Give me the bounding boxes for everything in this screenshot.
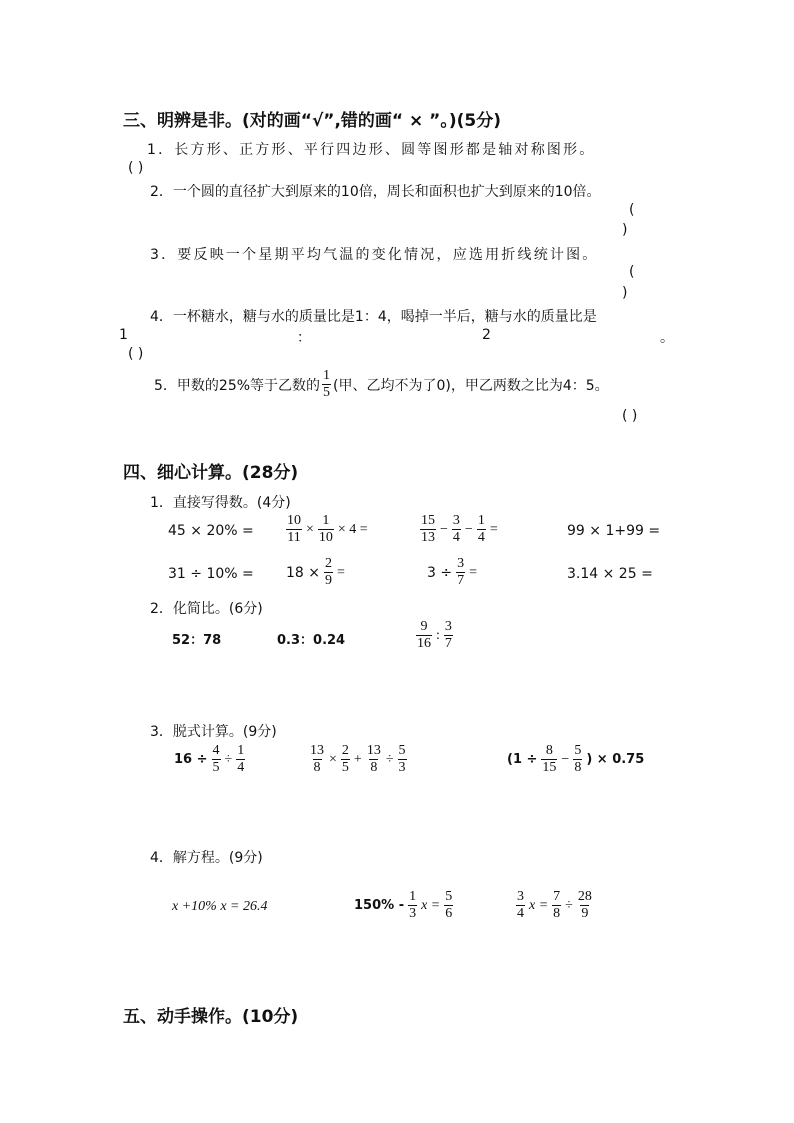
denominator: 15 — [542, 760, 557, 775]
x-equals: x = — [421, 897, 441, 913]
denominator: 5 — [341, 760, 349, 775]
denominator: 3 — [409, 906, 417, 921]
calc-18-times-frac — [284, 556, 347, 589]
denominator: 11 — [287, 530, 301, 545]
fraction — [286, 513, 302, 546]
numerator: 8 — [545, 743, 553, 758]
numerator: 3 — [457, 556, 465, 571]
divide-sign: ÷ — [224, 751, 233, 767]
fraction — [212, 743, 221, 776]
numerator: 5 — [574, 743, 582, 758]
equation-b — [352, 889, 455, 922]
minus-sign: − — [561, 751, 570, 767]
fraction — [577, 889, 593, 922]
fraction — [541, 743, 557, 776]
fraction — [516, 889, 525, 922]
numerator: 4 — [212, 743, 220, 758]
fraction-numerator: 1 — [323, 368, 331, 383]
fraction — [318, 513, 334, 546]
question-3-5-prefix: 5．甲数的25%等于乙数的 — [154, 377, 321, 394]
divide-sign: ÷ — [565, 897, 573, 913]
question-3-5-suffix: (甲、乙均不为了0)，甲乙两数之比为4：5。 — [333, 377, 609, 394]
calc-frac-difference — [418, 513, 500, 546]
section-4-heading: 四、细心计算。(28分) — [123, 463, 299, 483]
minus-sign: − — [440, 521, 448, 537]
equation-a: x +10% x = 26.4 — [172, 899, 268, 914]
answer-paren-open-3-2: ( — [629, 202, 635, 218]
equals-sign: = — [489, 521, 498, 537]
ratio-colon-3-4: ： — [297, 330, 311, 346]
answer-paren-3-1: ( ) — [128, 160, 144, 176]
question-3-2: 2．一个圆的直径扩大到原来的10倍，周长和面积也扩大到原来的10倍。 — [150, 184, 601, 200]
denominator: 8 — [574, 760, 582, 775]
calc-3-div-frac — [425, 556, 479, 589]
denominator: 9 — [325, 573, 332, 588]
denominator: 16 — [417, 636, 431, 651]
equals-sign: = — [469, 564, 477, 580]
divide-sign: ÷ — [385, 751, 394, 767]
calc-frac-product — [284, 513, 370, 546]
denominator: 7 — [457, 573, 465, 588]
numerator: 5 — [445, 889, 453, 904]
question-3-4: 4．一杯糖水，糖与水的质量比是1：4，喝掉一半后，糖与水的质量比是 — [150, 309, 597, 325]
fraction — [444, 889, 453, 922]
calc-45x20pct: 45 × 20% = — [168, 523, 254, 539]
minus-sign: − — [464, 521, 473, 537]
fraction — [408, 889, 417, 922]
x-equals: x = — [529, 897, 549, 913]
fraction — [573, 743, 582, 776]
question-3-3: 3．要反映一个星期平均气温的变化情况，应选用折线统计图。 — [150, 247, 599, 263]
ratio-fractions — [414, 619, 455, 652]
denominator: 4 — [477, 530, 485, 545]
fraction — [456, 556, 465, 589]
denominator: 13 — [421, 530, 435, 545]
fraction — [444, 619, 453, 652]
colon: : — [436, 627, 440, 643]
numerator: 13 — [310, 743, 324, 758]
numerator: 1 — [477, 513, 485, 528]
denominator: 6 — [445, 906, 453, 921]
fraction — [398, 743, 407, 776]
numerator: 3 — [444, 619, 452, 634]
answer-paren-open-3-3: ( — [629, 264, 635, 280]
fraction — [309, 743, 325, 776]
calc-31div10pct: 31 ÷ 10% = — [168, 566, 254, 582]
calc-314x25: 3.14 × 25 = — [567, 566, 653, 582]
times-four-equals: × 4 = — [337, 521, 368, 537]
ratio-52-78: 52：78 — [172, 633, 222, 648]
fraction — [341, 743, 350, 776]
numerator: 28 — [577, 889, 592, 904]
equation-b-prefix: 150% - — [354, 898, 405, 913]
equals-sign: = — [337, 564, 345, 580]
numerator: 2 — [341, 743, 349, 758]
denominator: 9 — [581, 906, 589, 921]
denominator: 8 — [313, 760, 321, 775]
question-3-1: 1．长方形、正方形、平行四边形、圆等图形都是轴对称图形。 — [147, 142, 596, 158]
numerator: 1 — [409, 889, 417, 904]
numerator: 5 — [398, 743, 406, 758]
numerator: 9 — [420, 619, 428, 634]
fraction — [324, 556, 333, 589]
fraction — [452, 513, 461, 546]
subsection-4-1-title: 1．直接写得数。(4分) — [150, 495, 291, 511]
eighteen-times: 18 × — [286, 564, 320, 581]
subsection-4-2-title: 2．化简比。(6分) — [150, 601, 263, 617]
answer-paren-close-3-2: ) — [622, 222, 628, 238]
denominator: 4 — [517, 906, 524, 921]
section-5-heading: 五、动手操作。(10分) — [123, 1007, 299, 1027]
equation-c — [514, 889, 595, 922]
ratio-left-3-4: 1 — [119, 327, 128, 343]
times-sign: × — [329, 751, 337, 767]
question-3-5 — [154, 368, 609, 401]
numerator: 1 — [322, 513, 330, 528]
fraction — [477, 513, 486, 546]
ratio-03-024: 0.3：0.24 — [277, 633, 346, 648]
open-paren-one-divided-by: (1 ÷ — [507, 752, 538, 767]
fraction — [420, 513, 436, 546]
numerator: 7 — [553, 889, 561, 904]
fraction-one-fifth — [322, 368, 331, 401]
answer-paren-close-3-3: ) — [622, 285, 628, 301]
sixteen-divided-by: 16 ÷ — [174, 752, 208, 767]
expression-c — [505, 743, 646, 776]
numerator: 15 — [421, 513, 435, 528]
subsection-4-3-title: 3．脱式计算。(9分) — [150, 724, 277, 740]
fraction — [236, 743, 245, 776]
expression-a — [172, 743, 247, 776]
fraction — [366, 743, 382, 776]
expression-b — [307, 743, 409, 776]
numerator: 10 — [287, 513, 301, 528]
answer-paren-3-5: ( ) — [622, 408, 638, 424]
denominator: 5 — [212, 760, 220, 775]
plus-sign: + — [353, 751, 362, 767]
fraction-denominator: 5 — [323, 385, 331, 400]
denominator: 7 — [444, 636, 452, 651]
numerator: 2 — [325, 556, 332, 571]
fraction — [416, 619, 432, 652]
answer-paren-3-4: ( ) — [128, 346, 144, 362]
denominator: 8 — [553, 906, 561, 921]
numerator: 13 — [366, 743, 381, 758]
calc-99x1plus99: 99 × 1+99 = — [567, 523, 661, 539]
section-3-heading: 三、明辨是非。(对的画“√”,错的画“ × ”。)(5分) — [123, 111, 501, 131]
fraction — [552, 889, 561, 922]
subsection-4-4-title: 4．解方程。(9分) — [150, 850, 263, 866]
numerator: 1 — [237, 743, 245, 758]
three-divided-by: 3 ÷ — [427, 564, 453, 581]
denominator: 3 — [398, 760, 406, 775]
denominator: 8 — [370, 760, 378, 775]
numerator: 3 — [517, 889, 524, 904]
close-paren-times-075: ) × 0.75 — [586, 752, 645, 767]
ratio-period-3-4: 。 — [660, 330, 674, 346]
ratio-right-3-4: 2 — [482, 327, 491, 343]
times-sign: × — [306, 521, 314, 537]
denominator: 4 — [237, 760, 245, 775]
numerator: 3 — [452, 513, 460, 528]
denominator: 10 — [318, 530, 333, 545]
denominator: 4 — [452, 530, 460, 545]
